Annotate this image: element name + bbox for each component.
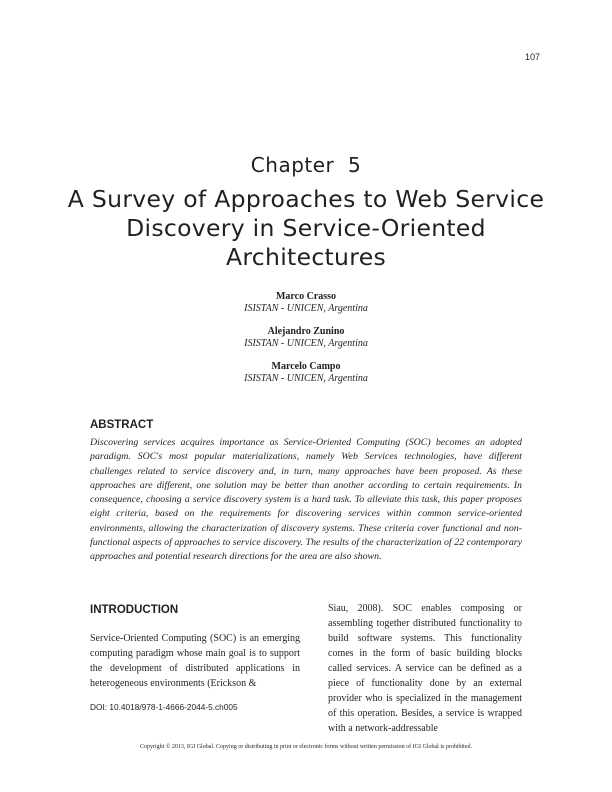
author-name: Marcelo Campo <box>271 361 341 372</box>
abstract-text: Discovering services acquires importance as Service-Oriented Computing (SOC) becomes an adopted paradigm. SOC's most popular materializations, namely Web Services technologies, have different challenges related to service discovery and, in turn, many approaches have been proposed. As these approaches are different, one solution may be better than another according to certain requirements. In consequence, choosing a service discovery system is a hard task. To alleviate this task, this paper proposes eight criteria, based on the requirements for discovering services within common service-oriented environments, allowing the characterization of discovery systems. These criteria cover functional and non-functional aspects of approaches to service discovery. The results of the characterization of 22 contemporary approaches and potential research directions for the area are also shown. <box>90 437 522 563</box>
author-name: Alejandro Zunino <box>267 326 345 337</box>
abstract-heading: ABSTRACT <box>90 419 154 431</box>
author-affiliation: ISISTAN - UNICEN, Argentina <box>244 373 368 384</box>
author-name: Marco Crasso <box>275 291 337 302</box>
introduction-heading: INTRODUCTION <box>90 604 179 616</box>
author-affiliation: ISISTAN - UNICEN, Argentina <box>244 303 368 314</box>
chapter-label: Chapter 5 <box>250 153 362 177</box>
introduction-left-column: Service-Oriented Computing (SOC) is an emerging computing paradigm whose main goal is to support the development of distributed applications in heterogeneous environments (Erickson & <box>90 633 300 689</box>
author-block <box>0 326 612 350</box>
author-block <box>0 291 612 315</box>
author-affiliation: ISISTAN - UNICEN, Argentina <box>244 338 368 349</box>
doi-line: DOI: 10.4018/978-1-4666-2044-5.ch005 <box>90 702 238 712</box>
introduction-right-column: Siau, 2008). SOC enables composing or assembling together distributed functionality to build software systems. This functionality comes in the form of basic building blocks called services. A service can be defined as a piece of functionality done by an external provider who is specialized in the management of this operation. Besides, a service is wrapped with a network-addressable <box>328 603 522 734</box>
author-block <box>0 361 612 385</box>
copyright-notice: Copyright © 2013, IGI Global. Copying or distributing in print or electronic forms without written permission of IGI Global is prohibited. <box>139 744 472 750</box>
page-number: 107 <box>524 52 540 62</box>
chapter-title: A Survey of Approaches to Web Service Discovery in Service-Oriented Architectures <box>67 185 545 271</box>
author-list <box>0 291 612 396</box>
